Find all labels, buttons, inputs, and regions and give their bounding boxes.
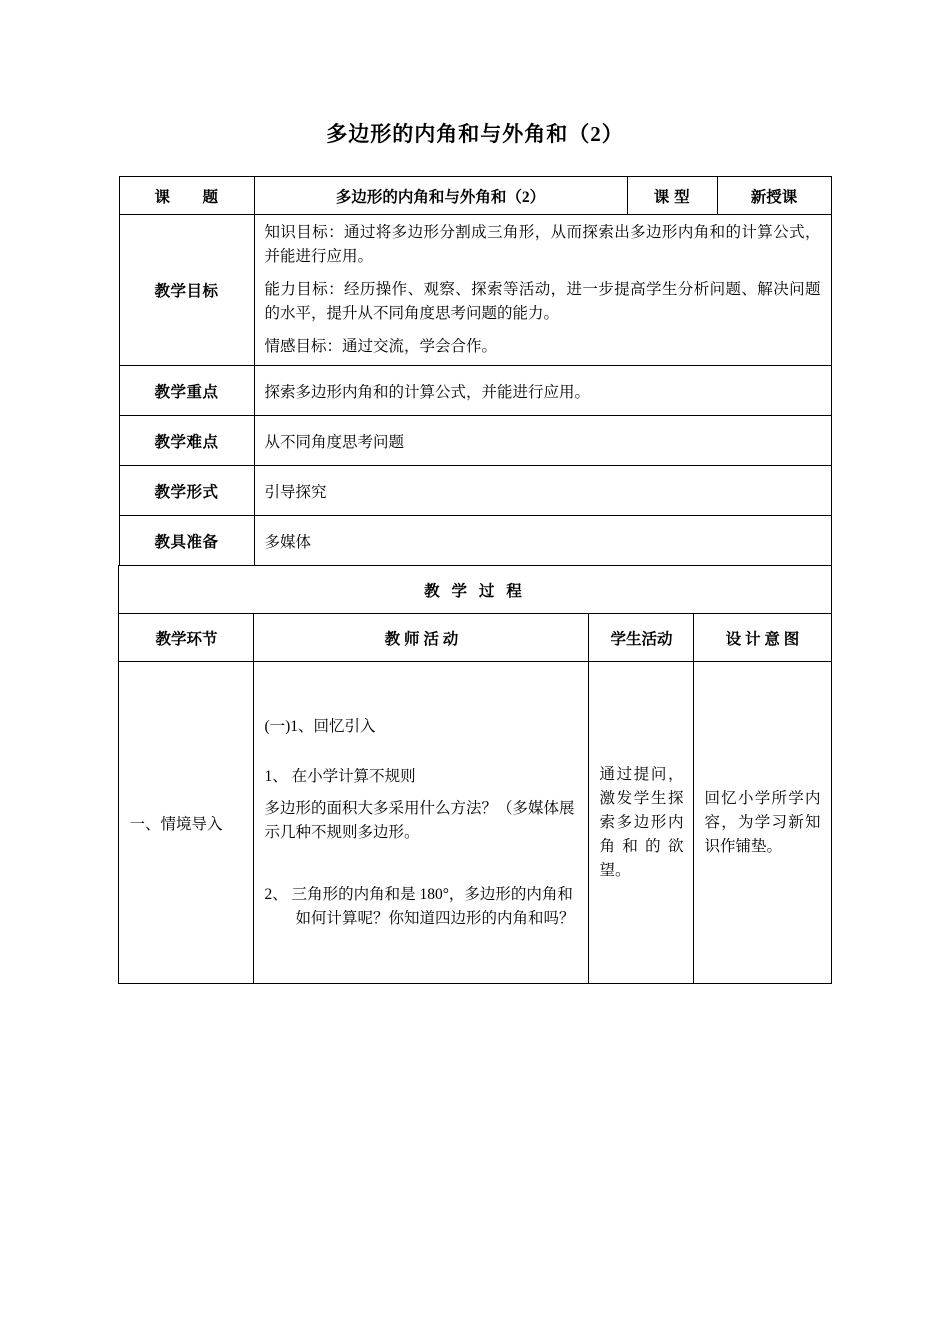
- col-header-intent: 设 计 意 图: [694, 614, 831, 662]
- goals-label: 教学目标: [119, 215, 254, 366]
- activity-header-row: [119, 614, 831, 662]
- activity-teacher: [254, 662, 589, 984]
- subject-label: 课 题: [119, 177, 254, 215]
- teacher-paragraph: 2、 三角形的内角和是 180°，多边形的内角和如何计算呢？你知道四边形的内角和吗？: [264, 885, 575, 927]
- activity-stage: 一、情境导入: [119, 662, 254, 984]
- goals-row: [119, 215, 831, 366]
- difficulty-label: 教学难点: [119, 416, 254, 466]
- meta-table: [119, 214, 832, 566]
- activity-intent: 回忆小学所学内容，为学习新知识作铺垫。: [694, 662, 831, 984]
- course-type-value: 新授课: [717, 177, 831, 215]
- teacher-paragraph: 多边形的面积大多采用什么方法？（多媒体展示几种不规则多边形。: [264, 799, 575, 841]
- difficulty-content: 从不同角度思考问题: [254, 416, 831, 466]
- col-header-student: 学生活动: [589, 614, 694, 662]
- teacher-paragraph: 1、 在小学计算不规则: [264, 767, 416, 785]
- aids-row: [119, 516, 831, 566]
- teacher-paragraph: (一)1、回忆引入: [264, 717, 376, 735]
- form-label: 教学形式: [119, 466, 254, 516]
- focus-content: 探索多边形内角和的计算公式，并能进行应用。: [254, 366, 831, 416]
- col-header-stage: 教学环节: [119, 614, 254, 662]
- goals-content: [254, 215, 831, 366]
- process-banner-row: [119, 566, 831, 614]
- activity-row: [119, 662, 831, 984]
- head-row: [119, 177, 831, 215]
- goal-emotion: 情感目标：通过交流，学会合作。: [264, 338, 498, 356]
- aids-content: 多媒体: [254, 516, 831, 566]
- focus-label: 教学重点: [119, 366, 254, 416]
- goal-knowledge: 知识目标：通过将多边形分割成三角形，从而探索出多边形内角和的计算公式，并能进行应用。: [264, 224, 821, 266]
- head-row-table: [119, 176, 832, 215]
- course-type-label: 课 型: [627, 177, 717, 215]
- col-header-teacher: 教 师 活 动: [254, 614, 589, 662]
- goal-ability: 能力目标：经历操作、观察、探索等活动，进一步提高学生分析问题、解决问题的水平，提升从不同角度思考问题的能力。: [264, 281, 821, 323]
- difficulty-row: [119, 416, 831, 466]
- form-content: 引导探究: [254, 466, 831, 516]
- activity-student: 通过提问，激发学生探索多边形内角和的欲望。: [589, 662, 694, 984]
- focus-row: [119, 366, 831, 416]
- aids-label: 教具准备: [119, 516, 254, 566]
- subject-value: 多边形的内角和与外角和（2）: [254, 177, 627, 215]
- process-table: [118, 565, 831, 984]
- process-title: 教 学 过 程: [119, 566, 831, 614]
- form-row: [119, 466, 831, 516]
- page-title: 多边形的内角和与外角和（2）: [326, 122, 624, 146]
